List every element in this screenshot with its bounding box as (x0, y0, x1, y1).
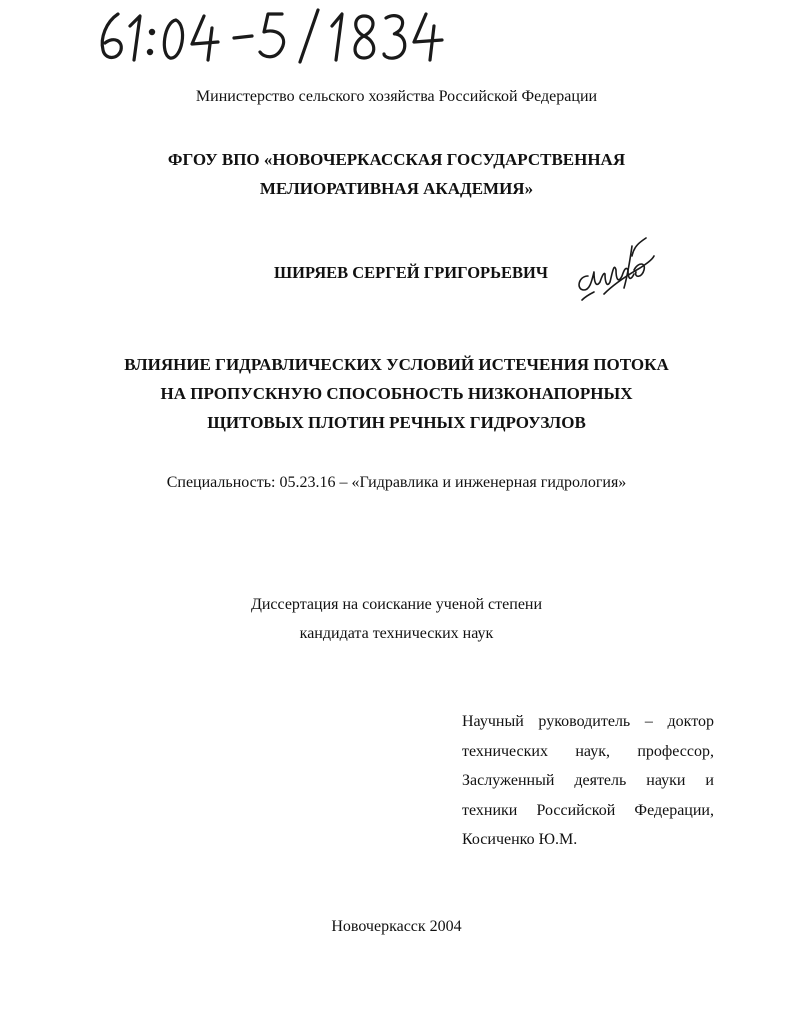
title-line-1: ВЛИЯНИЕ ГИДРАВЛИЧЕСКИХ УСЛОВИЙ ИСТЕЧЕНИЯ ПОТОКА (124, 355, 669, 374)
supervisor-line-2: технических наук, профессор, (462, 742, 714, 760)
degree-line-1: Диссертация на соискание ученой степени (250, 596, 543, 613)
ministry-name: Министерство сельского хозяйства Российской Федерации (195, 88, 598, 105)
supervisor-line-3: Заслуженный деятель науки и (462, 772, 714, 789)
institution-name (0, 145, 793, 203)
supervisor-block (462, 707, 714, 855)
dissertation-title (0, 350, 793, 437)
author-signature (574, 226, 656, 304)
degree-statement (0, 590, 793, 648)
title-line-3: ЩИТОВЫХ ПЛОТИН РЕЧНЫХ ГИДРОУЗЛОВ (207, 413, 586, 432)
author-name: ШИРЯЕВ СЕРГЕЙ ГРИГОРЬЕВИЧ (274, 263, 548, 282)
supervisor-name: Косиченко Ю.М. (462, 831, 578, 848)
place-and-year: Новочеркасск 2004 (331, 918, 462, 935)
supervisor-line-4: техники Российской Федерации, (462, 801, 714, 819)
title-line-2: НА ПРОПУСКНУЮ СПОСОБНОСТЬ НИЗКОНАПОРНЫХ (160, 384, 633, 403)
supervisor-line-1: Научный руководитель – доктор (462, 713, 714, 730)
handwritten-catalog-number (96, 6, 456, 66)
degree-line-2: кандидата технических наук (299, 625, 494, 642)
specialty: Специальность: 05.23.16 – «Гидравлика и инженерная гидрология» (166, 474, 627, 491)
institution-line-2: МЕЛИОРАТИВНАЯ АКАДЕМИЯ» (259, 179, 534, 198)
institution-line-1: ФГОУ ВПО «НОВОЧЕРКАССКАЯ ГОСУДАРСТВЕННАЯ (167, 150, 626, 169)
